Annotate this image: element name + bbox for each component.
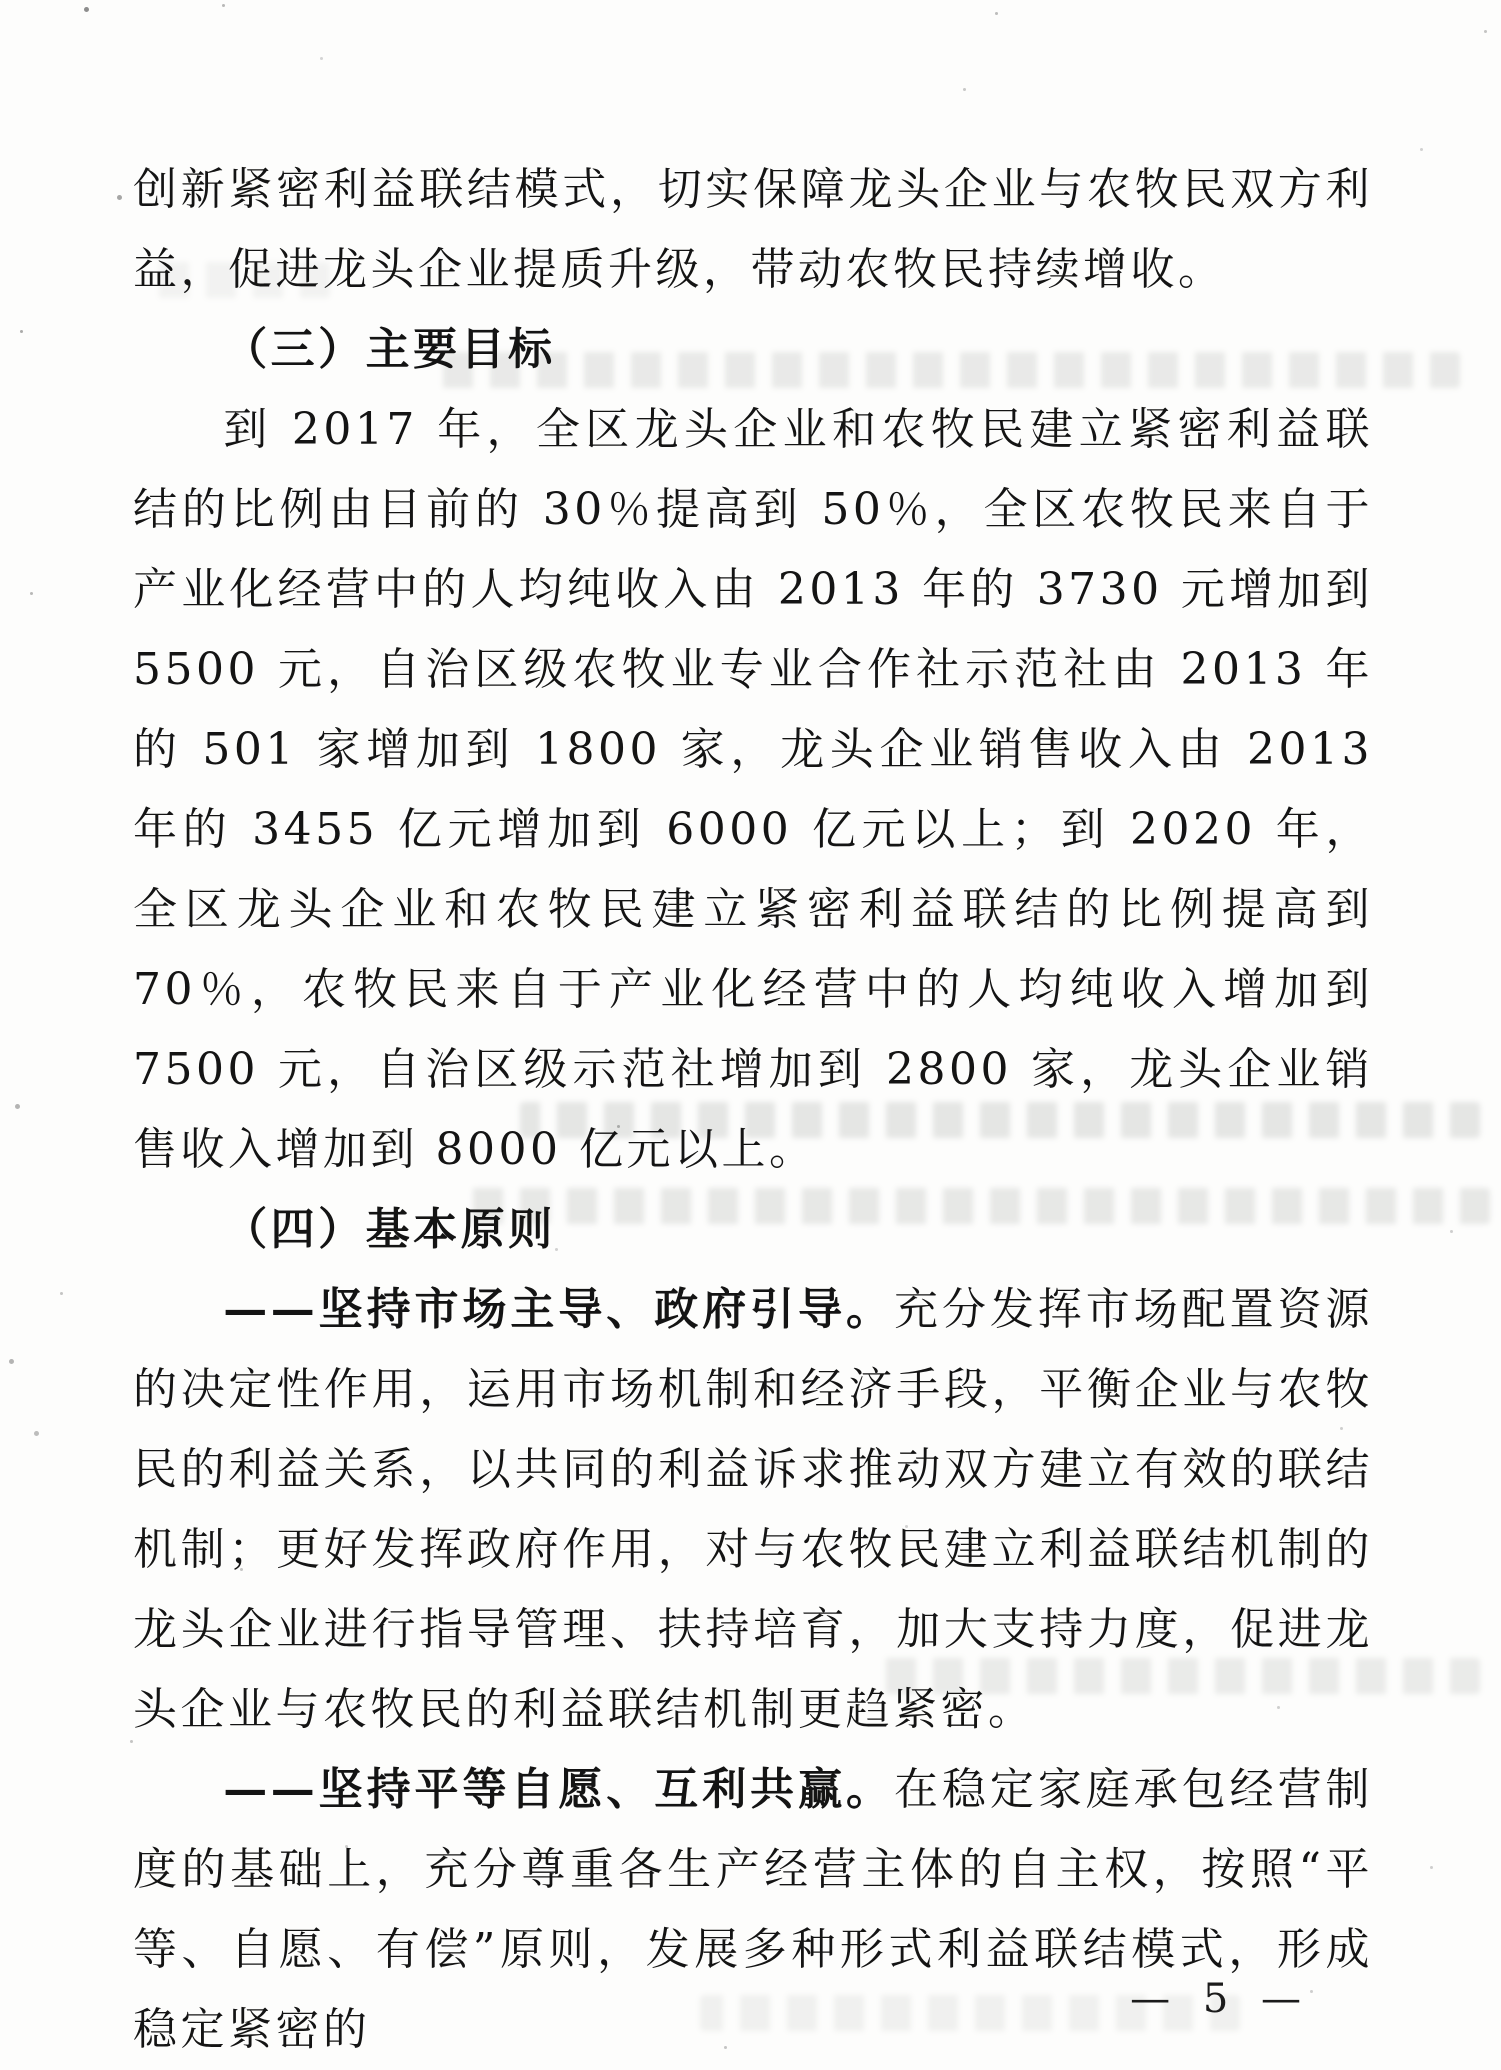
paragraph-principle-market — [133, 1270, 1373, 1750]
principle-market-lead: ——坚持市场主导、政府引导。 — [223, 1284, 894, 1335]
section-heading-basic-principles: （四）基本原则 — [223, 1204, 556, 1255]
document-body — [133, 150, 1373, 2070]
page-number: — 5 — — [1130, 1976, 1311, 2022]
paragraph-principle-equality — [133, 1750, 1373, 2070]
scan-noise — [0, 0, 3, 3]
paragraph-continuation: 创新紧密利益联结模式，切实保障龙头企业与农牧民双方利益，促进龙头企业提质升级，带动农牧民持续增收。 — [133, 164, 1373, 295]
principle-equality-body: 在稳定家庭承包经营制度的基础上，充分尊重各生产经营主体的自主权，按照“平等、自愿、有偿”原则，发展多种形式利益联结模式，形成稳定紧密的 — [133, 1764, 1374, 2055]
section-heading-main-goals: （三）主要目标 — [223, 324, 556, 375]
principle-equality-lead: ——坚持平等自愿、互利共赢。 — [223, 1764, 894, 1815]
principle-market-body: 充分发挥市场配置资源的决定性作用，运用市场机制和经济手段，平衡企业与农牧民的利益关系，以共同的利益诉求推动双方建立有效的联结机制；更好发挥政府作用，对与农牧民建立利益联结机制的龙头企业进行指导管理、扶持培育，加大支持力度，促进龙头企业与农牧民的利益联结机制更趋紧密。 — [133, 1284, 1374, 1735]
paragraph-main-goals: 到 2017 年，全区龙头企业和农牧民建立紧密利益联结的比例由目前的 30％提高到 50％，全区农牧民来自于产业化经营中的人均纯收入由 2013 年的 3730 元增加到 5500 元，自治区级农牧业专业合作社示范社由 2013 年的 501 家增加到 1800 家，龙头企业销售收入由 2013 年的 3455 亿元增加到 6000 亿元以上；到 2020 年，全区龙头企业和农牧民建立紧密利益联结的比例提高到 70％，农牧民来自于产业化经营中的人均纯收入增加到 7500 元，自治区级示范社增加到 2800 家，龙头企业销售收入增加到 8000 亿元以上。 — [133, 404, 1373, 1175]
